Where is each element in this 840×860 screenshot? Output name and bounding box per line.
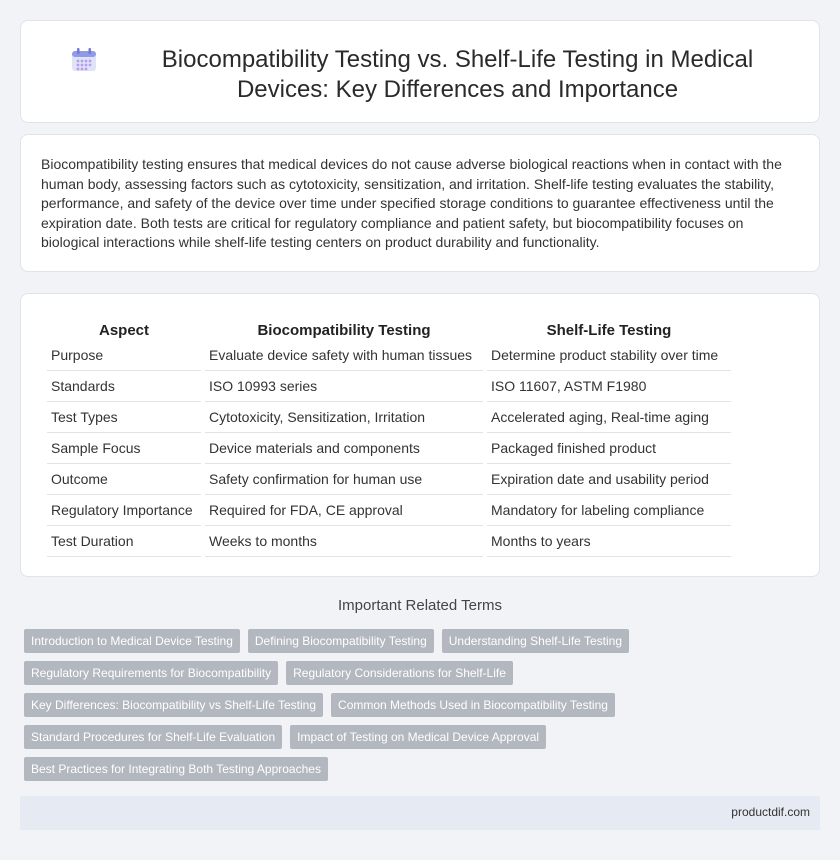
header-biocompatibility: Biocompatibility Testing — [257, 321, 431, 339]
table-cell: Mandatory for labeling compliance — [487, 495, 731, 526]
related-term-link[interactable]: Standard Procedures for Shelf-Life Evaluation — [24, 725, 282, 749]
table-row — [47, 526, 731, 557]
table-cell: Standards — [47, 371, 201, 402]
page-title: Biocompatibility Testing vs. Shelf-Life Testing in Medical Devices: Key Differences and Importance — [161, 46, 754, 103]
table-row — [47, 340, 731, 371]
header-aspect: Aspect — [98, 321, 150, 339]
related-term-link[interactable]: Common Methods Used in Biocompatibility Testing — [331, 693, 615, 717]
related-term-link[interactable]: Impact of Testing on Medical Device Approval — [290, 725, 546, 749]
tag-row — [24, 661, 624, 685]
comparison-table — [43, 316, 735, 557]
tag-row — [24, 629, 624, 653]
table-header-row — [47, 316, 731, 340]
table-cell: Test Duration — [47, 526, 201, 557]
tag-row — [24, 725, 624, 749]
table-cell: Accelerated aging, Real-time aging — [487, 402, 731, 433]
table-cell: Determine product stability over time — [487, 340, 731, 371]
table-cell: Regulatory Importance — [47, 495, 201, 526]
table-row — [47, 371, 731, 402]
tag-row — [24, 693, 624, 717]
table-cell: Evaluate device safety with human tissues — [205, 340, 483, 371]
table-cell: ISO 10993 series — [205, 371, 483, 402]
comparison-table-card — [20, 293, 820, 577]
table-cell: Required for FDA, CE approval — [205, 495, 483, 526]
table-cell: Packaged finished product — [487, 433, 731, 464]
related-term-link[interactable]: Introduction to Medical Device Testing — [24, 629, 240, 653]
table-row — [47, 433, 731, 464]
table-cell: ISO 11607, ASTM F1980 — [487, 371, 731, 402]
intro-paragraph: Biocompatibility testing ensures that medical devices do not cause adverse biological reactions when in contact with the human body, assessing factors such as cytotoxicity, sensitization, and irritation. Shelf-life testing evaluates the stability, performance, and safety of the device over time under specified storage conditions to guarantee effectiveness until the expiration date. Both tests are critical for regulatory compliance and patient safety, but biocompatibility focuses on biological interactions while shelf-life testing centers on product durability and functionality. — [41, 156, 782, 251]
header-card — [20, 20, 820, 123]
footer — [20, 796, 820, 830]
related-term-link[interactable]: Regulatory Requirements for Biocompatibility — [24, 661, 278, 685]
table-cell: Test Types — [47, 402, 201, 433]
table-cell: Outcome — [47, 464, 201, 495]
header-shelf-life: Shelf-Life Testing — [546, 321, 672, 339]
table-row — [47, 402, 731, 433]
table-cell: Sample Focus — [47, 433, 201, 464]
related-term-link[interactable]: Best Practices for Integrating Both Testing Approaches — [24, 757, 328, 781]
related-terms-list — [24, 629, 624, 789]
table-cell: Weeks to months — [205, 526, 483, 557]
table-row — [47, 495, 731, 526]
table-cell: Cytotoxicity, Sensitization, Irritation — [205, 402, 483, 433]
table-cell: Purpose — [47, 340, 201, 371]
table-row — [47, 464, 731, 495]
tag-row — [24, 757, 624, 781]
related-term-link[interactable]: Understanding Shelf-Life Testing — [442, 629, 629, 653]
table-cell: Months to years — [487, 526, 731, 557]
related-term-link[interactable]: Key Differences: Biocompatibility vs Shelf-Life Testing — [24, 693, 323, 717]
related-terms-title: Important Related Terms — [338, 597, 502, 614]
footer-site-link[interactable]: productdif.com — [731, 805, 810, 819]
table-cell: Device materials and components — [205, 433, 483, 464]
table-cell: Expiration date and usability period — [487, 464, 731, 495]
intro-card — [20, 134, 820, 272]
table-cell: Safety confirmation for human use — [205, 464, 483, 495]
related-term-link[interactable]: Regulatory Considerations for Shelf-Life — [286, 661, 513, 685]
calendar-icon — [71, 48, 97, 72]
related-term-link[interactable]: Defining Biocompatibility Testing — [248, 629, 434, 653]
